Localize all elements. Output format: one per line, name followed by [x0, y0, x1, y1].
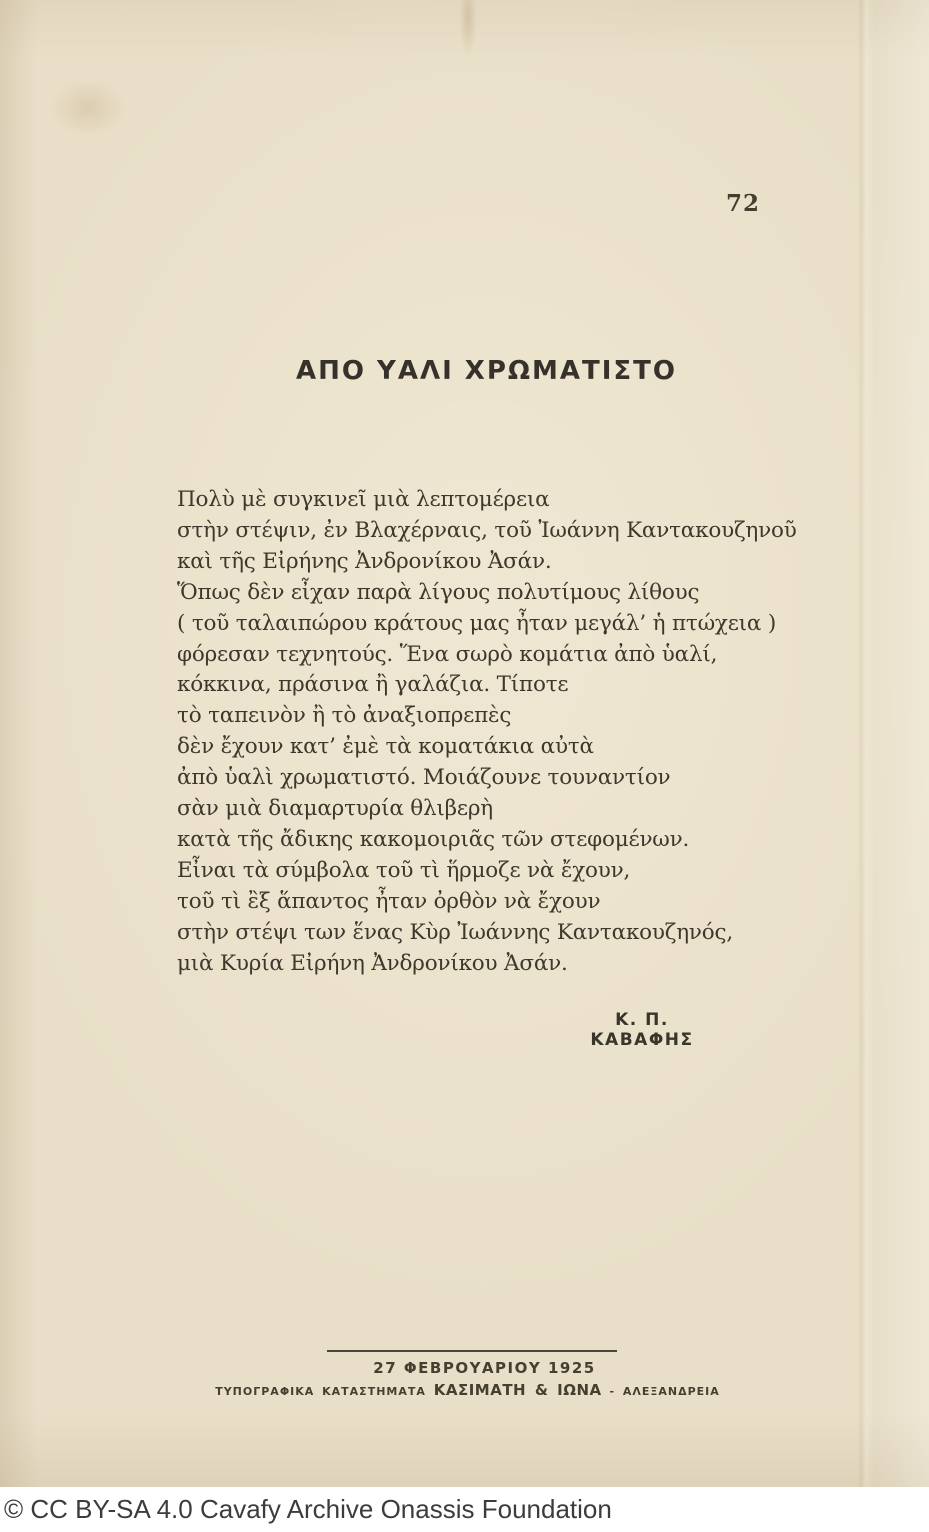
poem-line: μιὰ Κυρία Εἰρήνη Ἀνδρονίκου Ἀσάν. [177, 950, 568, 976]
license-text: © CC BY-SA 4.0 Cavafy Archive Onassis Foundation [4, 1494, 612, 1524]
poem-line: κατὰ τῆς ἄδικης κακομοιριᾶς τῶν στεφομένων. [177, 826, 690, 852]
author-signature: Κ. Π. ΚΑΒΑΦΗΣ [590, 1010, 694, 1050]
poem-line: Πολὺ μὲ συγκινεῖ μιὰ λεπτομέρεια [177, 487, 550, 512]
poem-line: ( τοῦ ταλαιπώρου κράτους μας ἦταν μεγάλ’ ἡ πτώχεια ) [177, 610, 777, 636]
poem-line: τὸ ταπεινὸν ἢ τὸ ἀναξιοπρεπὲς [177, 703, 512, 729]
printer-prefix: ΤΥΠΟΓΡΑΦΙΚΑ ΚΑΤΑΣΤΗΜΑΤΑ [215, 1385, 426, 1398]
poem-line: τοῦ τὶ ἒξ ἅπαντος ἦταν ὀρθὸν νὰ ἔχουν [177, 888, 601, 914]
imprint-date: 27 ΦΕΒΡΟΥΑΡΙΟΥ 1925 [373, 1359, 596, 1377]
license-bar [0, 1487, 929, 1532]
poem-line: ἀπὸ ὑαλὶ χρωματιστό. Μοιάζουνε τουναντίον [177, 765, 671, 791]
poem-line: στὴν στέψιν, ἐν Βλαχέρναις, τοῦ Ἰωάννη Καντακουζηνοῦ [177, 517, 797, 543]
poem-line: κόκκινα, πράσινα ἢ γαλάζια. Τίποτε [177, 672, 569, 698]
poem-line: Εἶναι τὰ σύμβολα τοῦ τὶ ἥρμοζε νὰ ἔχουν, [177, 857, 631, 883]
imprint-printer-line [3, 1381, 929, 1399]
poem-body [177, 485, 797, 980]
poem-title: ΑΠΟ ΥΑΛΙ ΧΡΩΜΑΤΙΣΤΟ [295, 356, 678, 386]
poem-line: δὲν ἔχουν κατ’ ἐμὲ τὰ κοματάκια αὐτὰ [177, 734, 594, 760]
poem-line: σὰν μιὰ διαμαρτυρία θλιβερὴ [177, 796, 493, 822]
printer-name: ΚΑΣΙΜΑΤΗ & ΙΩΝΑ [433, 1381, 602, 1399]
page-number: 72 [726, 190, 761, 217]
printer-suffix: - ΑΛΕΞΑΝΔΡΕΙΑ [609, 1385, 720, 1398]
poem-line: Ὅπως δὲν εἶχαν παρὰ λίγους πολυτίμους λίθους [177, 579, 700, 605]
poem-line: καὶ τῆς Εἰρήνης Ἀνδρονίκου Ἀσάν. [177, 548, 552, 574]
poem-line: φόρεσαν τεχνητούς. Ἕνα σωρὸ κομάτια ἀπὸ ὑαλί, [177, 641, 718, 667]
poem-line: στὴν στέψι των ἕνας Κὺρ Ἰωάννης Καντακουζηνός, [177, 919, 734, 945]
imprint-divider [327, 1350, 617, 1352]
